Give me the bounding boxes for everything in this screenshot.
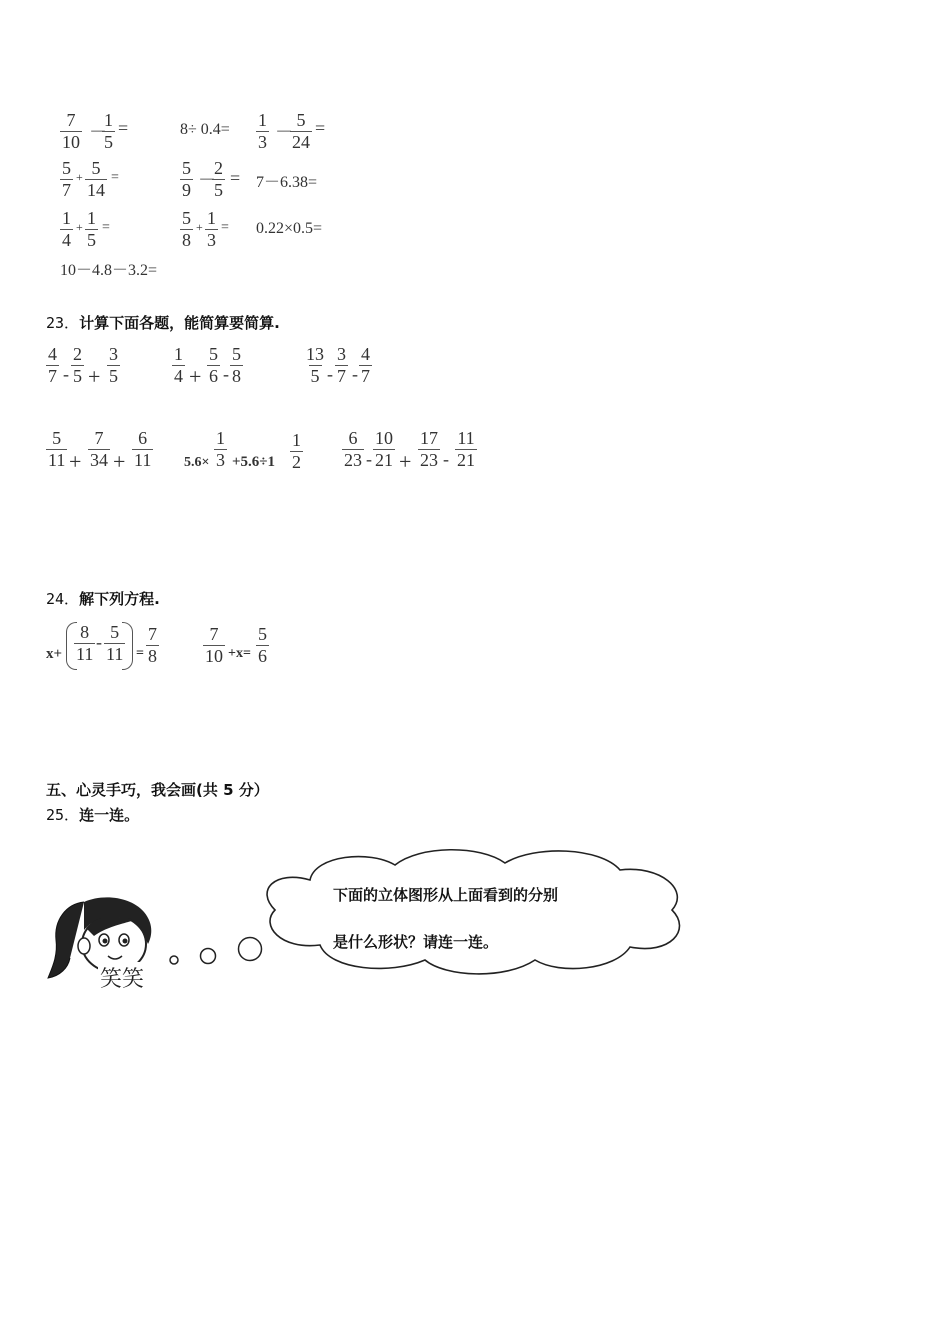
section-5-heading: 五、心灵手巧，我会画(共 5 分） [46,781,269,799]
fraction: $\frac{4}{7}$ [48,344,57,386]
fraction: $\frac{7}{34}$ [90,428,108,470]
expression: 5.6× [184,455,210,470]
plus-sign: + [76,220,83,234]
expression: x+ [46,646,63,662]
fraction: $\frac{11}{21}$ [457,428,475,470]
expression: 0.22×0.5= [256,220,323,237]
equals-sign: = [221,220,229,235]
plus-sign: + [88,364,101,389]
plus-sign: + [76,170,83,184]
fraction: $\frac{8}{11}$ [76,622,94,664]
equals-sign: = [118,118,129,138]
fraction: $\frac{1}{4}$ [62,208,71,250]
bubble-text-line-1: 下面的立体图形从上面看到的分别 [333,886,559,904]
fraction: $\frac{6}{11}$ [134,428,152,470]
fraction: $\frac{5}{8}$ [232,344,241,386]
fraction: $\frac{5}{7}$ [62,158,71,200]
right-parenthesis [122,622,133,670]
equals-sign: = [102,220,110,235]
plus-sign: + [399,449,412,474]
fraction: $\frac{1}{5}$ [87,208,96,250]
fraction: $\frac{5}{14}$ [87,158,105,200]
character-name-label: 笑笑 [98,962,146,993]
fraction: $\frac{17}{23}$ [420,428,438,470]
fraction: $\frac{1}{5}$ [104,110,113,152]
fraction: $\frac{7}{10}$ [62,110,80,152]
expression: 8÷ 0.4= [180,121,230,138]
fraction: $\frac{1}{3}$ [207,208,216,250]
plus-sign: + [189,364,202,389]
fraction: $\frac{5}{11}$ [48,428,66,470]
minus-sign: - [223,364,229,384]
fraction: $\frac{6}{23}$ [344,428,362,470]
fraction: $\frac{5}{11}$ [106,622,124,664]
expression: 10－4.8－3.2= [60,262,158,279]
plus-sign: + [113,449,126,474]
fraction: $\frac{7}{8}$ [148,624,157,666]
minus-sign: － [89,122,107,142]
fraction: $\frac{7}{10}$ [205,624,223,666]
minus-sign: - [327,364,333,384]
bubble-text-line-2: 是什么形状？请连一连。 [333,933,499,951]
fraction: $\frac{2}{5}$ [214,158,223,200]
fraction: $\frac{1}{3}$ [216,428,225,470]
equals-sign: = [111,170,119,185]
equals-sign: = [230,168,241,188]
fraction: $\frac{5}{24}$ [292,110,310,152]
minus-sign: - [352,364,358,384]
thought-bubble-dots [160,930,270,970]
fraction: $\frac{4}{7}$ [361,344,370,386]
fraction: $\frac{3}{7}$ [337,344,346,386]
minus-sign: - [63,364,69,384]
question-24-heading: 24．解下列方程. [46,590,160,608]
plus-sign: + [196,220,203,234]
minus-sign: － [198,170,216,190]
expression: +x= [228,646,251,661]
fraction: $\frac{3}{5}$ [109,344,118,386]
fraction: $\frac{5}{8}$ [182,208,191,250]
equals-sign: = [136,646,144,661]
fraction: $\frac{1}{4}$ [174,344,183,386]
minus-sign: - [443,449,449,469]
fraction: $\frac{5}{6}$ [258,624,267,666]
plus-sign: + [69,449,82,474]
minus-sign: - [366,449,372,469]
fraction: $\frac{5}{9}$ [182,158,191,200]
question-23-heading: 23．计算下面各题，能简算要简算. [46,314,280,332]
fraction: $\frac{2}{5}$ [73,344,82,386]
fraction: $\frac{5}{6}$ [209,344,218,386]
question-25-heading: 25．连一连。 [46,806,140,824]
fraction: $\frac{13}{5}$ [306,344,324,386]
cloud-speech-bubble [260,845,695,980]
fraction: $\frac{10}{21}$ [375,428,393,470]
fraction: $\frac{1}{3}$ [258,110,267,152]
expression: +5.6÷1 [232,454,276,470]
fraction: $\frac{1}{2}$ [292,430,301,472]
expression: 7－6.38= [256,174,318,191]
minus-sign: - [96,632,102,652]
equals-sign: = [315,118,326,138]
minus-sign: － [275,122,293,142]
